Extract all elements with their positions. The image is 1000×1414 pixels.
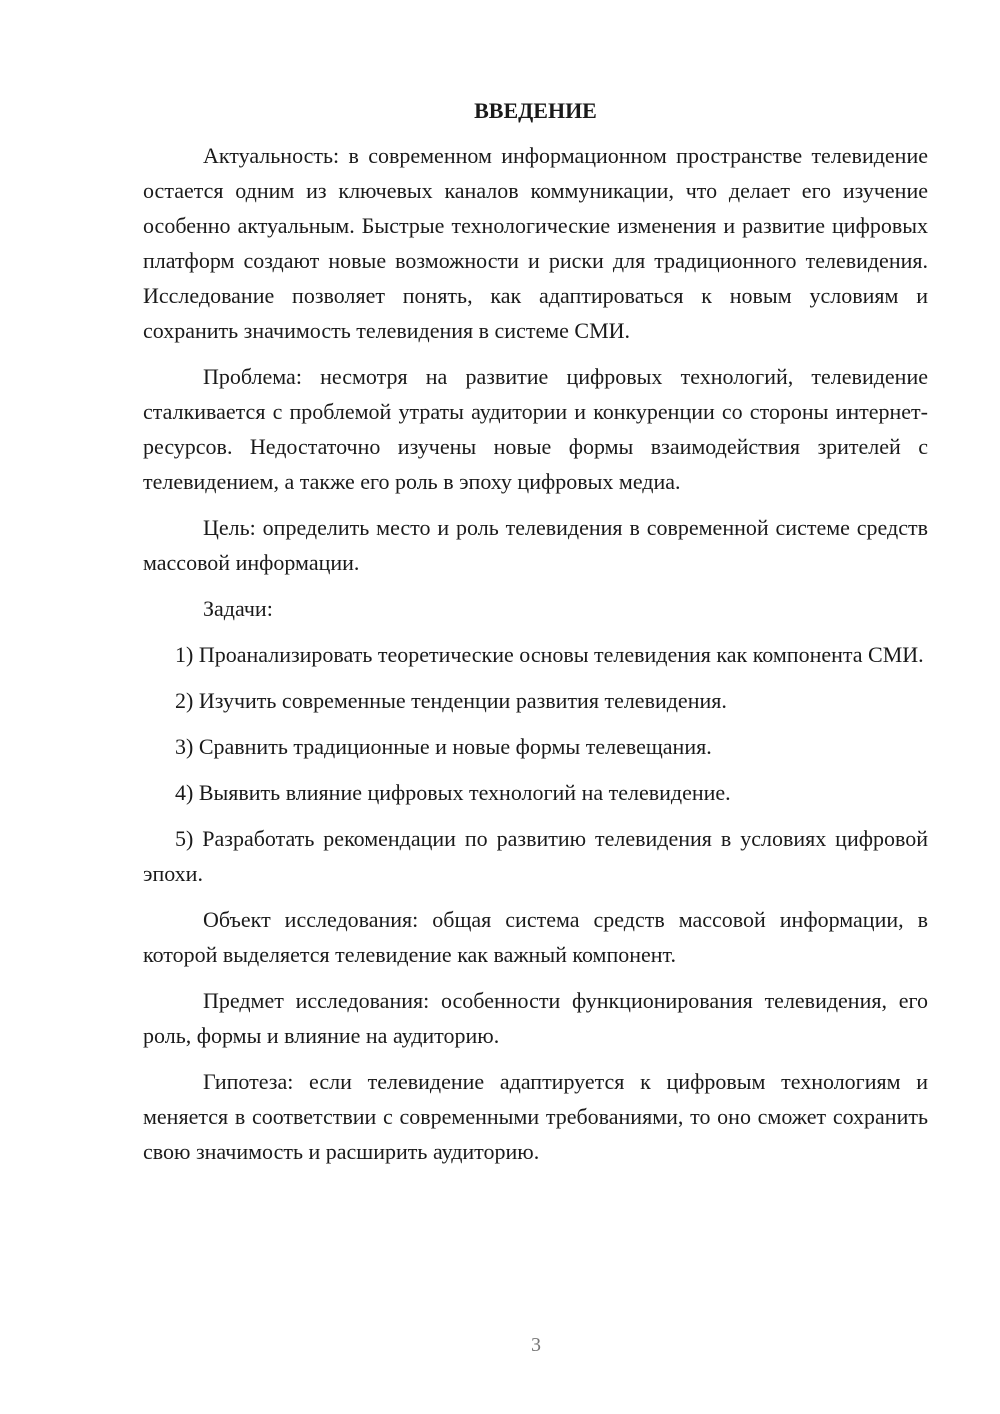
task-item: 1) Проанализировать теоретические основы телевидения как компонента СМИ. [175, 642, 924, 667]
tasks-title: Задачи: [203, 596, 273, 621]
task-item: 4) Выявить влияние цифровых технологий на телевидение. [175, 780, 731, 805]
paragraph-goal: Цель: определить место и роль телевидения в современной системе средств массовой информации. [143, 515, 928, 575]
page-number: 3 [531, 1334, 541, 1356]
task-item: 5) Разработать рекомендации по развитию телевидения в условиях цифровой эпохи. [143, 826, 928, 886]
task-item: 3) Сравнить традиционные и новые формы телевещания. [175, 734, 712, 759]
paragraph-object: Объект исследования: общая система средств массовой информации, в которой выделяется телевидение как важный компонент. [143, 907, 928, 967]
section-heading: ВВЕДЕНИЕ [474, 98, 597, 123]
paragraph-problem: Проблема: несмотря на развитие цифровых технологий, телевидение сталкивается с проблемой утраты аудитории и конкуренции со стороны интернет-ресурсов. Недостаточно изучены новые формы взаимодействия зрителей с телевидением, а также его роль в эпоху цифровых медиа. [143, 364, 928, 494]
task-item: 2) Изучить современные тенденции развития телевидения. [175, 688, 727, 713]
paragraph-relevance: Актуальность: в современном информационном пространстве телевидение остается одним из ключевых каналов коммуникации, что делает его изучение особенно актуальным. Быстрые технологические изменения и развитие цифровых платформ создают новые возможности и риски для традиционного телевидения. Исследование позволяет понять, как адаптироваться к новым условиям и сохранить значимость телевидения в системе СМИ. [143, 143, 928, 343]
paragraph-subject: Предмет исследования: особенности функционирования телевидения, его роль, формы и влияние на аудиторию. [143, 988, 928, 1048]
paragraph-hypothesis: Гипотеза: если телевидение адаптируется к цифровым технологиям и меняется в соответствии с современными требованиями, то оно сможет сохранить свою значимость и расширить аудиторию. [143, 1069, 928, 1164]
page-content [143, 96, 928, 1180]
